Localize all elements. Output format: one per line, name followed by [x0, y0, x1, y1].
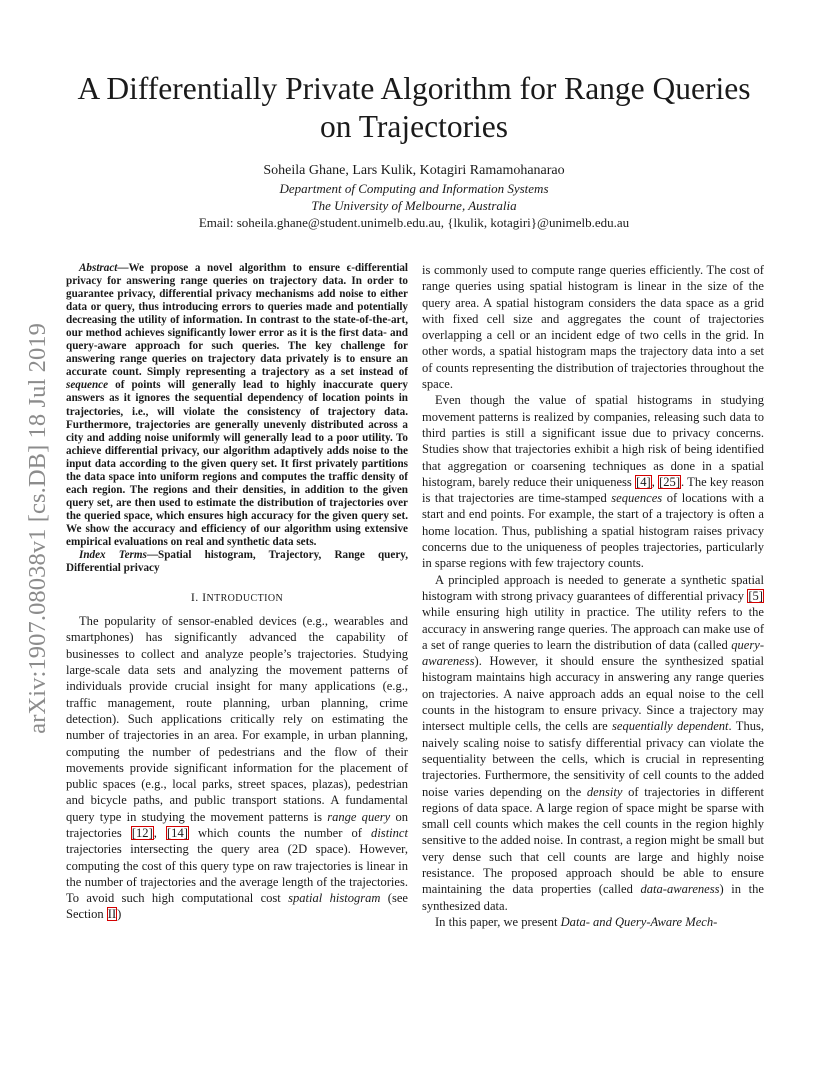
citation-link[interactable]: [5] [748, 588, 763, 603]
right-paragraph-1: is commonly used to compute range queries efficiently. The cost of range queries using spatial histogram is linear in the size of the query area. A spatial histogram considers the data space as a grid with fixed cell size and aggregates the count of trajectories overlapping a cell or an incident edge of two cells in the grid. In other words, a spatial histogram maps the trajectory data into a set of counts representing the distribution of trajectories throughout the space. [422, 263, 764, 392]
emphasis: data-awareness [640, 882, 720, 897]
emphasis: density [586, 784, 623, 799]
text-run: while ensuring high utility in practice. The utility refers to the accuracy in answering range queries. The approach can make use of a set of range queries to learn the distribution of data (called [422, 605, 764, 652]
affiliation-department: Department of Computing and Information Systems [279, 181, 549, 196]
emphasis: query-awareness [422, 637, 764, 669]
emphasis: distinct [371, 825, 408, 840]
text-run: , [153, 825, 166, 840]
text-run: trajectories intersecting the query area (2D space). However, computing the cost of this query type on raw trajectories is linear in the number of trajectories and the average length of the trajectories. To avoid such high computational cost [66, 842, 408, 906]
intro-paragraph-1 [66, 613, 408, 923]
left-column [66, 262, 408, 923]
text-run: In this paper, we present [435, 914, 561, 929]
abstract-text: —We propose a novel algorithm to ensure ϵ-differential privacy for answering range queries on trajectory data. In order to guarantee privacy, differential privacy mechanisms add noise to either data or query, thus introducing errors to queries made and potentially decreasing the utility of information. In contrast to the state-of-the-art, our method achieves significantly lower error as it is the first data- and query-aware approach for such queries. The key challenge for answering range queries on trajectory data privately is to ensure an accurate count. Simply representing a trajectory as a set instead of [66, 262, 408, 379]
citation-link[interactable]: [12] [131, 825, 153, 840]
arxiv-stamp [18, 293, 58, 763]
text-run: The popularity of sensor-enabled devices (e.g., wearables and smartphones) has significantly advanced the capability of businesses to collect and analyze people’s trajectories. Studying large-scale data sets and analyzing the movement patterns of individuals provide crucial insight for many applications (e.g., traffic management, route planning, urban planning, crime detection). Such applications critically rely on estimating the number of trajectories in an area. For example, in urban planning, computing the number of pedestrians and the flow of their movements provide significant information for the placement of public spaces (e.g., local parks, street spaces, plazas), pedestrian and bicycle paths, and public transport stations. A fundamental query type in studying the movement patterns is [66, 614, 408, 824]
right-paragraph-2 [422, 392, 764, 571]
emphasis: sequences [611, 491, 663, 506]
text-run: ) in the synthesized data. [422, 882, 764, 913]
text-run: . Thus, naively scaling noise to satisfy differential privacy can violate the sequentiality between the cells, which is crucial in representing trajectories. Furthermore, the sensitivity of cell counts to the added noise varies depending on the [422, 719, 765, 799]
section-heading-introduction: I. INTRODUCTION [190, 590, 284, 605]
index-terms-label: Index Terms [79, 549, 147, 562]
affiliation-university: The University of Melbourne, Australia [311, 198, 517, 213]
emphasis: range query [327, 809, 391, 824]
emphasis: Data- and Query-Aware Mech- [560, 914, 718, 929]
text-run: of locations with a start and end points. For example, the start of a trajectory is often a home location. Thus, publishing a spatial histogram raises privacy concerns due to the uniqueness of peoples trajectories, particularly in sparse regions with few trajectory counts. [422, 491, 764, 571]
right-column [422, 262, 764, 930]
citation-link[interactable]: [14] [167, 825, 188, 840]
text-run: (see Section [66, 891, 408, 922]
right-paragraph-3 [422, 572, 764, 914]
text-run: . The key reason is that trajectories are time-stamped [422, 474, 765, 506]
paper-authors: Soheila Ghane, Lars Kulik, Kotagiri Ramamohanarao [263, 163, 565, 178]
emphasis: sequentially dependent [612, 719, 729, 734]
emphasis: spatial histogram [288, 891, 381, 906]
author-emails: Email: soheila.ghane@student.unimelb.edu.au, {lkulik, kotagiri}@unimelb.edu.au [198, 215, 630, 230]
paper-title: A Differentially Private Algorithm for Range Queries on Trajectories [77, 71, 751, 144]
arxiv-stamp-text: arXiv:1907.08038v1 [cs.DB] 18 Jul 2019 [24, 322, 51, 734]
text-run: A principled approach is needed to generate a synthetic spatial histogram with strong privacy guarantees of differential privacy [422, 572, 764, 603]
right-paragraph-4 [422, 914, 764, 930]
text-run: ) [117, 907, 122, 922]
text-run: ). However, it should ensure the synthesized spatial histogram maintains high accuracy in answering any range queries on trajectories. A naive approach adds an equal noise to the cell counts in the histogram to ensure privacy. Since a trajectory may intersect multiple cells, the cells are [422, 654, 764, 734]
citation-link[interactable]: [25] [659, 474, 680, 489]
index-terms-text: —Spatial histogram, Trajectory, Range query, Differential privacy [66, 549, 408, 575]
index-terms [66, 549, 408, 575]
abstract-emphasis: sequence [66, 379, 109, 392]
text-run: of trajectories in different regions of data space. A large region of space might be sparse with small cell counts which makes the cell counts in the region highly sensitive to the added noise. In contrast, a region might be small but very dense such that cell counts are large and highly noise resistance. The proposed approach should be able to ensure maintaining the data properties (called [422, 784, 764, 897]
text-run: on trajectories [66, 809, 408, 840]
abstract-text-cont: of points will generally lead to highly inaccurate query answers as it ignores the sequential dependency of location points in trajectories, i.e., will violate the consistency of trajectory data. Furthermore, trajectories are generally unevenly distributed across a city and adding noise uniformly will generally lead to a poor utility. To achieve differential privacy, our algorithm adaptively adds noise to the input data according to the given query set. It first privately partitions the data space into uniform regions and computes the traffic density of each region. The regions and their densities, in addition to the given query set, are then used to estimate the distribution of trajectories over the queried space, which ensures high accuracy for the given query set. We show the accuracy and efficiency of our algorithm using extensive empirical evaluations on real and synthetic data sets. [66, 379, 408, 548]
text-run: which counts the number of [188, 825, 372, 840]
citation-link[interactable]: [4] [636, 474, 651, 489]
text-run: , [651, 474, 659, 489]
abstract [66, 262, 408, 549]
section-link[interactable]: II [107, 907, 117, 922]
abstract-label: Abstract [79, 262, 118, 274]
text-run: Even though the value of spatial histograms in studying movement patterns is realized by companies, releasing such data to third parties is still a significant issue due to privacy concerns. Studies show that trajectories exhibit a high risk of being identified that aggregation or coarsening techniques as done in a spatial histogram, barely reduce their uniqueness [422, 393, 764, 489]
